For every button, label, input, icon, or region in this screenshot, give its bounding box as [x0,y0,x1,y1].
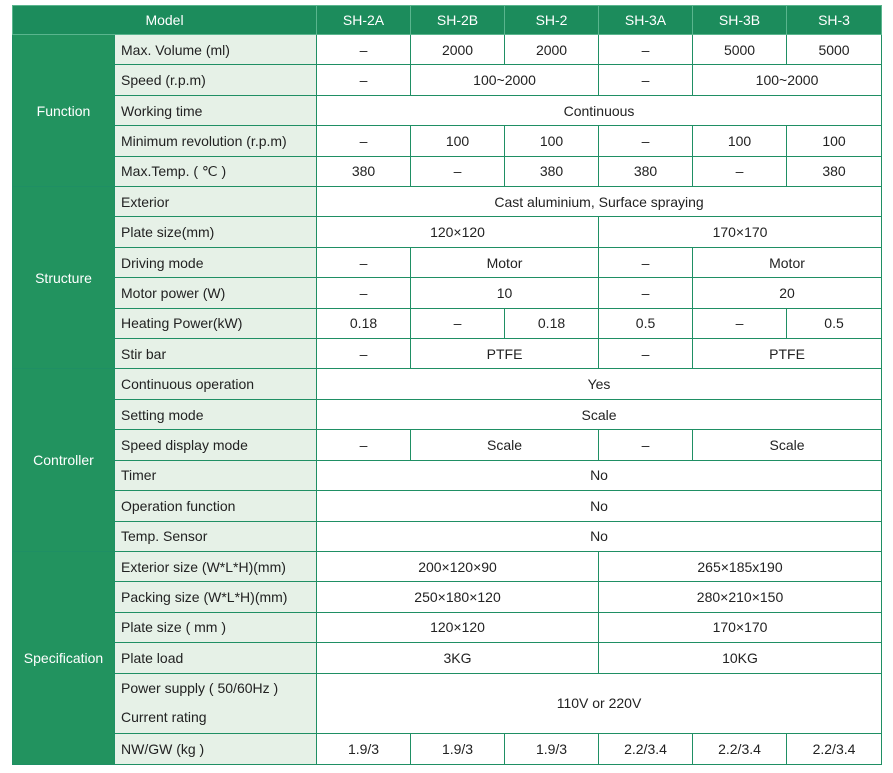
value-cell: 0.5 [599,308,693,338]
value-cell: – [693,308,787,338]
value-cell: 3KG [317,643,599,673]
param-current-rating: Current rating [121,709,207,726]
param-temp-sensor: Temp. Sensor [115,521,317,551]
table-row [13,521,882,551]
value-cell: – [317,65,411,95]
value-cell: 0.18 [317,308,411,338]
param-exterior-size: Exterior size (W*L*H)(mm) [115,551,317,581]
value-cell: 5000 [787,35,882,65]
value-cell: – [599,247,693,277]
value-cell: 380 [599,156,693,186]
table-row [13,156,882,186]
param-working-time: Working time [115,95,317,125]
value-cell: 120×120 [317,612,599,642]
value-cell: 10 [411,278,599,308]
model-header: Model [13,6,317,35]
value-cell: 100 [693,126,787,156]
value-cell: No [317,491,882,521]
value-cell: Continuous [317,95,882,125]
value-cell: – [317,247,411,277]
model-sh-2: SH-2 [505,6,599,35]
value-cell: 100 [505,126,599,156]
value-cell: – [599,430,693,460]
value-cell: 2.2/3.4 [693,734,787,765]
value-cell: Scale [317,399,882,429]
value-cell: 170×170 [599,612,882,642]
spec-table [12,5,882,765]
value-cell: – [599,35,693,65]
table-row [13,308,882,338]
value-cell: – [693,156,787,186]
param-min-revolution: Minimum revolution (r.p.m) [115,126,317,156]
param-stir-bar: Stir bar [115,339,317,369]
value-cell: Scale [693,430,882,460]
table-row [13,217,882,247]
value-cell: 380 [317,156,411,186]
model-sh-2b: SH-2B [411,6,505,35]
model-sh-2a: SH-2A [317,6,411,35]
value-cell: 2.2/3.4 [599,734,693,765]
value-cell: 10KG [599,643,882,673]
table-row [13,399,882,429]
value-cell: Scale [411,430,599,460]
value-cell: 100~2000 [411,65,599,95]
table-row [13,369,882,399]
table-row [13,35,882,65]
param-exterior: Exterior [115,187,317,217]
param-speed-display-mode: Speed display mode [115,430,317,460]
value-cell: 100 [787,126,882,156]
param-nw-gw: NW/GW (kg ) [115,734,317,765]
value-cell: 5000 [693,35,787,65]
value-cell: No [317,460,882,490]
value-cell: 110V or 220V [317,673,882,734]
value-cell: 20 [693,278,882,308]
param-max-volume: Max. Volume (ml) [115,35,317,65]
group-structure: Structure [13,187,115,369]
value-cell: 380 [787,156,882,186]
value-cell: 1.9/3 [505,734,599,765]
group-controller: Controller [13,369,115,551]
value-cell: – [317,126,411,156]
table-row [13,126,882,156]
table-row [13,247,882,277]
param-plate-size-spec: Plate size ( mm ) [115,612,317,642]
value-cell: Motor [693,247,882,277]
param-continuous-operation: Continuous operation [115,369,317,399]
value-cell: 1.9/3 [411,734,505,765]
param-packing-size: Packing size (W*L*H)(mm) [115,582,317,612]
param-motor-power: Motor power (W) [115,278,317,308]
value-cell: 100~2000 [693,65,882,95]
value-cell: Cast aluminium, Surface spraying [317,187,882,217]
param-timer: Timer [115,460,317,490]
value-cell: 1.9/3 [317,734,411,765]
table-row [13,491,882,521]
value-cell: – [317,278,411,308]
param-setting-mode: Setting mode [115,399,317,429]
value-cell: 2.2/3.4 [787,734,882,765]
table-row [13,612,882,642]
value-cell: – [411,308,505,338]
value-cell: 170×170 [599,217,882,247]
value-cell: 0.5 [787,308,882,338]
value-cell: 2000 [411,35,505,65]
table-row [13,673,882,703]
param-max-temp: Max.Temp. ( ℃ ) [115,156,317,186]
value-cell: 0.18 [505,308,599,338]
group-function: Function [13,35,115,187]
model-sh-3b: SH-3B [693,6,787,35]
param-plate-size-mm: Plate size(mm) [115,217,317,247]
value-cell: – [599,339,693,369]
value-cell: 280×210×150 [599,582,882,612]
value-cell: 250×180×120 [317,582,599,612]
value-cell: PTFE [411,339,599,369]
table-row [13,278,882,308]
table-row [13,339,882,369]
value-cell: Motor [411,247,599,277]
value-cell: 2000 [505,35,599,65]
table-row [13,65,882,95]
param-power-supply: Power supply ( 50/60Hz ) [121,680,279,697]
table-row [13,551,882,581]
table-row [13,187,882,217]
table-row [13,95,882,125]
value-cell: 380 [505,156,599,186]
value-cell: – [317,339,411,369]
param-operation-function: Operation function [115,491,317,521]
value-cell: – [317,430,411,460]
table-row [13,430,882,460]
param-speed: Speed (r.p.m) [115,65,317,95]
value-cell: – [599,65,693,95]
table-row [13,734,882,765]
value-cell: – [317,35,411,65]
value-cell: – [599,278,693,308]
table-row [13,643,882,673]
value-cell: 200×120×90 [317,551,599,581]
value-cell: PTFE [693,339,882,369]
group-specification: Specification [13,551,115,764]
param-power-current [115,673,317,734]
value-cell: No [317,521,882,551]
value-cell: Yes [317,369,882,399]
table-row [13,582,882,612]
param-plate-load: Plate load [115,643,317,673]
param-driving-mode: Driving mode [115,247,317,277]
param-heating-power: Heating Power(kW) [115,308,317,338]
model-sh-3a: SH-3A [599,6,693,35]
value-cell: – [599,126,693,156]
table-row [13,460,882,490]
value-cell: 120×120 [317,217,599,247]
value-cell: 265×185x190 [599,551,882,581]
value-cell: – [411,156,505,186]
model-sh-3: SH-3 [787,6,882,35]
value-cell: 100 [411,126,505,156]
